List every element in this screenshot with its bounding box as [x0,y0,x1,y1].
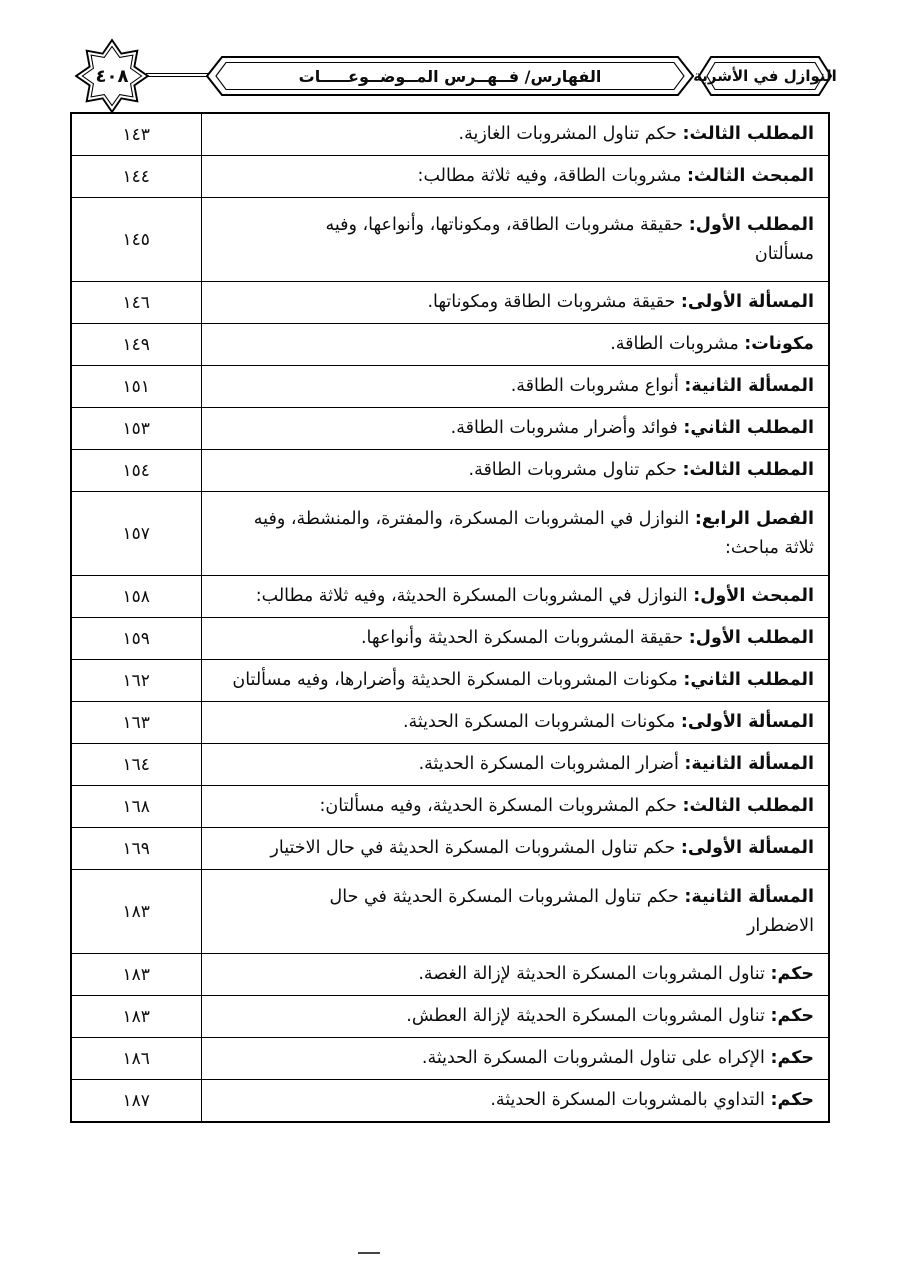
toc-entry [201,492,829,576]
toc-page-number: ١٤٩ [71,324,201,366]
toc-entry-text: فوائد وأضرار مشروبات الطاقة. [450,418,684,438]
page-header [0,0,900,112]
page-number: ٤٠٨ [95,65,129,87]
table-row [71,618,829,660]
table-row [71,996,829,1038]
toc-page-number: ١٨٧ [71,1080,201,1123]
toc-entry-label: المطلب الثالث: [682,124,814,144]
toc-entry-text: أنواع مشروبات الطاقة. [510,376,685,396]
toc-entry [201,324,829,366]
toc-page-number: ١٦٢ [71,660,201,702]
table-row [71,1038,829,1080]
toc-entry [201,996,829,1038]
toc-page-number: ١٥١ [71,366,201,408]
table-row [71,576,829,618]
toc-page-number: ١٨٣ [71,954,201,996]
table-row [71,660,829,702]
toc-page-number: ١٤٣ [71,113,201,156]
toc-entry-text: حقيقة المشروبات المسكرة الحديثة وأنواعها. [360,628,689,648]
toc-entry-text: حكم تناول مشروبات الطاقة. [468,460,683,480]
toc-entry-text: حكم تناول المشروبات المسكرة الحديثة في حال الاختيار [270,838,681,858]
toc-entry-text-line2: الاضطرار [746,915,814,936]
toc-entry [201,450,829,492]
toc-entry-label: المطلب الأول: [688,214,814,235]
toc-entry [201,702,829,744]
toc-entry-text: مشروبات الطاقة. [610,334,745,354]
toc-entry [201,408,829,450]
toc-entry-label: حكم: [770,1006,814,1026]
toc-entry-text: النوازل في المشروبات المسكرة، والمفترة، والمنشطة، وفيه [253,508,695,529]
footer-mark [358,1252,380,1254]
toc-page-number: ١٤٥ [71,198,201,282]
table-row [71,282,829,324]
table-row [71,1080,829,1123]
table-row [71,366,829,408]
toc-entry-text-line2: مسألتان [754,243,814,264]
toc-page-number: ١٥٤ [71,450,201,492]
table-row [71,113,829,156]
table-row [71,744,829,786]
toc-page-number: ١٨٣ [71,870,201,954]
table-row [71,702,829,744]
table-row [71,828,829,870]
toc-entry-text: تناول المشروبات المسكرة الحديثة لإزالة العطش. [406,1006,771,1026]
table-row [71,450,829,492]
table-row [71,492,829,576]
toc-entry [201,113,829,156]
table-row [71,408,829,450]
book-title: النوازل في الأشربة [693,67,837,85]
toc-entry-label: المبحث الثالث: [686,166,814,186]
toc-entry [201,828,829,870]
toc-entry-label: المطلب الثالث: [682,460,814,480]
toc-entry-label: المطلب الثاني: [683,670,814,690]
toc-entry-text: تناول المشروبات المسكرة الحديثة لإزالة الغصة. [418,964,771,984]
toc-entry-text: الإكراه على تناول المشروبات المسكرة الحديثة. [421,1048,771,1068]
toc-entry-text: مكونات المشروبات المسكرة الحديثة وأضرارها، وفيه مسألتان [232,670,684,690]
toc-table [70,112,830,1123]
toc-page-number: ١٥٩ [71,618,201,660]
toc-entry-text: التداوي بالمشروبات المسكرة الحديثة. [490,1090,771,1110]
header-section-title-box [206,55,694,97]
toc-page-number: ١٥٣ [71,408,201,450]
toc-entry-text: حكم تناول المشروبات المسكرة الحديثة في حال [329,886,685,907]
toc-page-number: ١٨٦ [71,1038,201,1080]
toc-entry [201,870,829,954]
table-row [71,156,829,198]
toc-entry-label: حكم: [770,1090,814,1110]
toc-page-number: ١٥٧ [71,492,201,576]
toc-entry-label: حكم: [770,1048,814,1068]
toc-entry-label: المسألة الأولى: [680,838,814,858]
toc-entry [201,576,829,618]
toc-entry-text: حقيقة مشروبات الطاقة ومكوناتها. [427,292,681,312]
table-row [71,954,829,996]
toc-entry [201,954,829,996]
table-row [71,324,829,366]
header-book-title-box [693,55,837,97]
toc-page-number: ١٦٨ [71,786,201,828]
toc-entry-text-line2: ثلاثة مباحث: [724,537,814,558]
toc-entry-label: المسألة الثانية: [684,376,814,396]
table-row [71,786,829,828]
toc-entry [201,660,829,702]
toc-entry [201,1038,829,1080]
toc-entry-text: حقيقة مشروبات الطاقة، ومكوناتها، وأنواعها، وفيه [325,214,689,235]
toc-entry-label: المسألة الأولى: [680,712,814,732]
toc-entry [201,282,829,324]
toc-entry-label: المطلب الثالث: [682,796,814,816]
toc-entry [201,618,829,660]
toc-page-number: ١٨٣ [71,996,201,1038]
toc-entry [201,786,829,828]
toc-page-number: ١٥٨ [71,576,201,618]
toc-entry-text: حكم تناول المشروبات الغازية. [458,124,683,144]
toc-entry-text: حكم المشروبات المسكرة الحديثة، وفيه مسألتان: [319,796,683,816]
toc-entry-text: أضرار المشروبات المسكرة الحديثة. [418,754,685,774]
toc-entry-label: المسألة الأولى: [680,292,814,312]
toc-entry-text: مشروبات الطاقة، وفيه ثلاثة مطالب: [417,166,687,186]
toc-entry-label: المسألة الثانية: [684,754,814,774]
toc-page-number: ١٤٤ [71,156,201,198]
toc-entry [201,366,829,408]
section-title: الفهارس/ فــهــرس المــوضــوعـــــات [298,66,602,86]
page-number-ornament [74,38,150,114]
toc-entry-label: حكم: [770,964,814,984]
toc-entry [201,1080,829,1123]
toc-entry [201,198,829,282]
table-row [71,870,829,954]
toc-entry [201,156,829,198]
toc-entry-label: مكونات: [744,334,814,354]
toc-entry [201,744,829,786]
header-rule [146,73,208,77]
toc-page-number: ١٦٣ [71,702,201,744]
toc-entry-label: المبحث الأول: [693,586,814,606]
toc-page-number: ١٦٩ [71,828,201,870]
toc-page-number: ١٤٦ [71,282,201,324]
toc-entry-label: المطلب الأول: [688,628,814,648]
toc-entry-label: الفصل الرابع: [694,508,814,529]
table-row [71,198,829,282]
toc-entry-text: النوازل في المشروبات المسكرة الحديثة، وفيه ثلاثة مطالب: [255,586,694,606]
toc-entry-label: المسألة الثانية: [684,886,814,907]
toc-entry-text: مكونات المشروبات المسكرة الحديثة. [402,712,681,732]
toc-page-number: ١٦٤ [71,744,201,786]
toc-entry-label: المطلب الثاني: [683,418,814,438]
